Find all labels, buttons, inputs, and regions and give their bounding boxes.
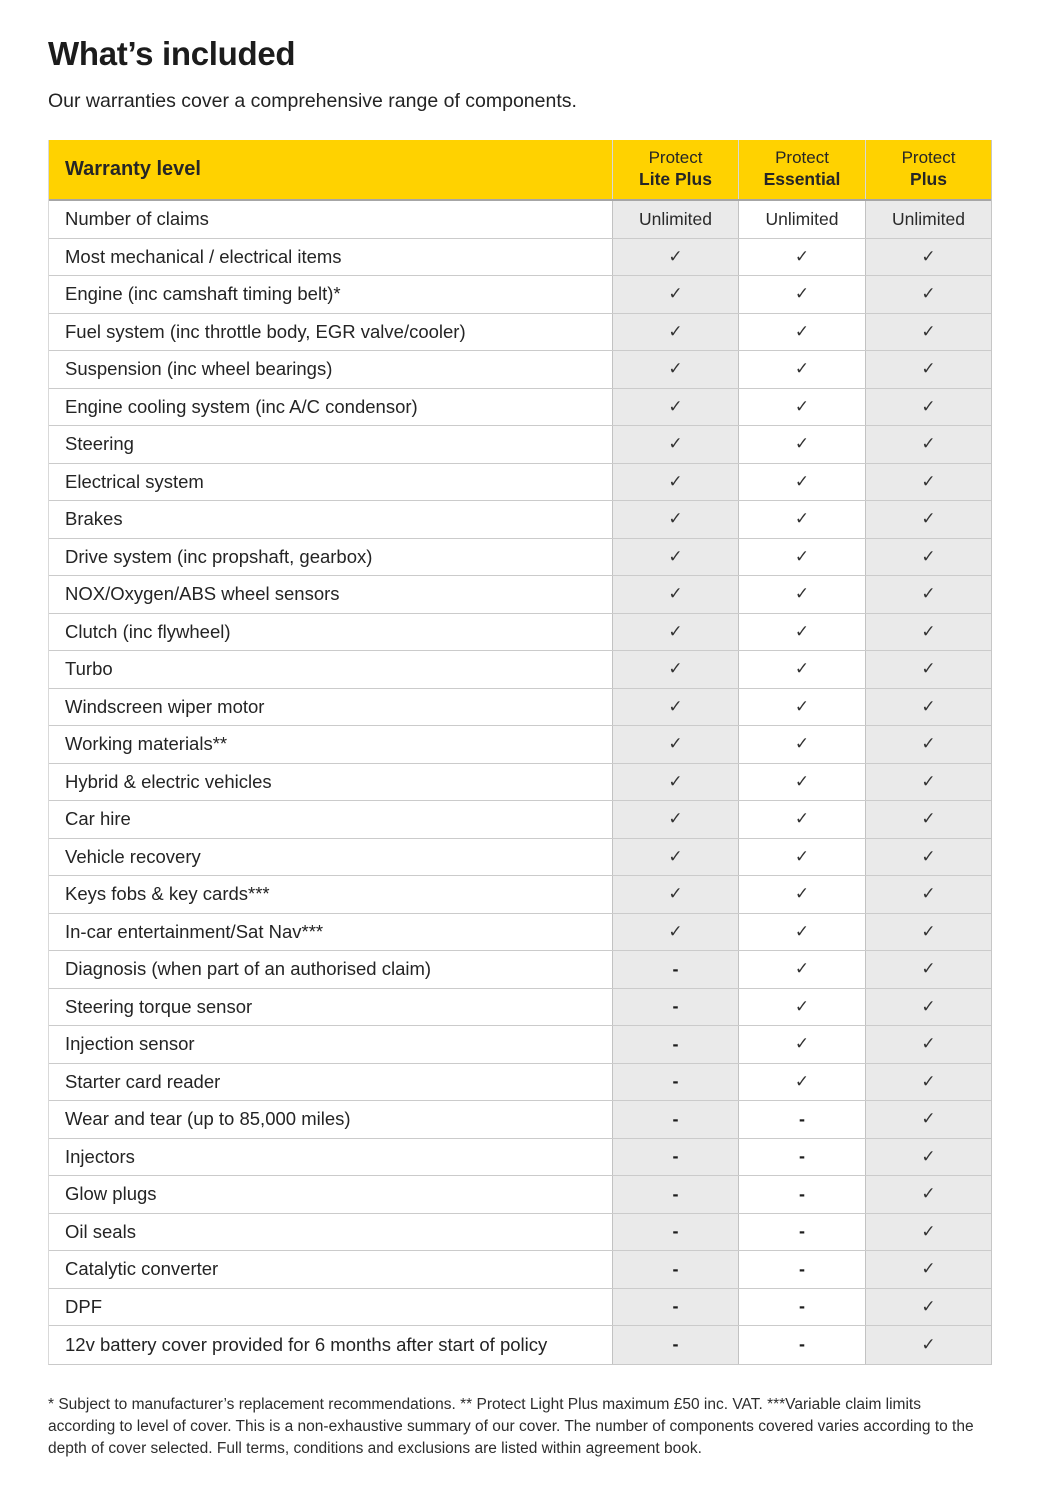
- row-label: Injectors: [49, 1139, 612, 1176]
- table-row: [49, 1251, 991, 1289]
- coverage-cell: [738, 351, 865, 388]
- coverage-cell: [738, 1326, 865, 1364]
- coverage-cell: [612, 839, 738, 876]
- check-icon: ✓: [921, 359, 936, 379]
- coverage-cell: [738, 314, 865, 351]
- check-icon: ✓: [921, 1071, 936, 1091]
- coverage-cell: [612, 314, 738, 351]
- row-label: Starter card reader: [49, 1064, 612, 1101]
- page-subtitle: Our warranties cover a comprehensive range of components.: [48, 90, 577, 112]
- coverage-cell: [865, 201, 991, 238]
- row-label: DPF: [49, 1289, 612, 1326]
- table-row: [49, 1064, 991, 1102]
- coverage-cell: [738, 1251, 865, 1288]
- table-row: [49, 876, 991, 914]
- table-row: [49, 351, 991, 389]
- dash-icon: -: [799, 1258, 805, 1279]
- table-row: [49, 539, 991, 577]
- coverage-cell: [865, 726, 991, 763]
- dash-icon: -: [799, 1296, 805, 1317]
- coverage-cell: [865, 989, 991, 1026]
- table-row: [49, 726, 991, 764]
- check-icon: ✓: [794, 846, 810, 866]
- coverage-cell: [865, 239, 991, 276]
- check-icon: ✓: [921, 471, 936, 491]
- table-row: [49, 426, 991, 464]
- coverage-cell: [612, 201, 738, 238]
- coverage-cell: [865, 764, 991, 801]
- table-row: [49, 989, 991, 1027]
- table-row: [49, 1101, 991, 1139]
- coverage-cell: [612, 1214, 738, 1251]
- check-icon: ✓: [794, 1034, 810, 1054]
- coverage-cell: [738, 276, 865, 313]
- table-row: [49, 501, 991, 539]
- coverage-cell: [612, 501, 738, 538]
- check-icon: ✓: [794, 771, 810, 791]
- row-label: Steering: [49, 426, 612, 463]
- coverage-cell: [612, 951, 738, 988]
- table-row: [49, 389, 991, 427]
- coverage-cell: [738, 726, 865, 763]
- coverage-cell: [865, 464, 991, 501]
- coverage-cell: [865, 1026, 991, 1063]
- check-icon: ✓: [668, 696, 683, 716]
- check-icon: ✓: [794, 734, 810, 754]
- check-icon: ✓: [921, 1109, 936, 1129]
- coverage-cell: [865, 501, 991, 538]
- coverage-cell: [865, 314, 991, 351]
- table-row: [49, 1214, 991, 1252]
- check-icon: ✓: [794, 696, 810, 716]
- row-label: Glow plugs: [49, 1176, 612, 1213]
- check-icon: ✓: [794, 1071, 810, 1091]
- coverage-text: Unlimited: [892, 208, 965, 229]
- coverage-cell: [738, 1139, 865, 1176]
- coverage-cell: [738, 1064, 865, 1101]
- row-label: Oil seals: [49, 1214, 612, 1251]
- table-header-warranty-level: Warranty level: [65, 158, 201, 180]
- warranty-comparison-table: [48, 140, 992, 1365]
- check-icon: ✓: [921, 1221, 936, 1241]
- row-label: In-car entertainment/Sat Nav***: [49, 914, 612, 951]
- check-icon: ✓: [794, 959, 810, 979]
- check-icon: ✓: [668, 734, 683, 754]
- coverage-cell: [612, 876, 738, 913]
- table-row: [49, 764, 991, 802]
- coverage-cell: [612, 614, 738, 651]
- coverage-cell: [865, 1139, 991, 1176]
- coverage-cell: [865, 876, 991, 913]
- footnote-text: * Subject to manufacturer’s replacement recommendations. ** Protect Light Plus maximum £50 inc. VAT. ***Variable claim limits according to level of cover. This is a non-exhaustive summary of our cover. The number of components covered varies according to the depth of cover selected. Full terms, conditions and exclusions are listed within agreement book.: [48, 1395, 974, 1457]
- coverage-cell: [612, 239, 738, 276]
- row-label: Keys fobs & key cards***: [49, 876, 612, 913]
- coverage-cell: [865, 651, 991, 688]
- check-icon: ✓: [921, 696, 936, 716]
- dash-icon: -: [672, 958, 679, 979]
- dash-icon: -: [672, 1296, 679, 1317]
- row-label: Vehicle recovery: [49, 839, 612, 876]
- coverage-cell: [738, 1026, 865, 1063]
- table-row: [49, 576, 991, 614]
- coverage-cell: [738, 239, 865, 276]
- warranty-table-body: [49, 201, 991, 1364]
- check-icon: ✓: [794, 546, 810, 566]
- coverage-cell: [612, 801, 738, 838]
- row-label: Wear and tear (up to 85,000 miles): [49, 1101, 612, 1138]
- coverage-cell: [612, 1251, 738, 1288]
- coverage-cell: [738, 389, 865, 426]
- coverage-cell: [612, 389, 738, 426]
- dash-icon: -: [799, 1108, 805, 1129]
- check-icon: ✓: [794, 509, 810, 529]
- dash-icon: -: [672, 1033, 679, 1054]
- check-icon: ✓: [921, 284, 936, 304]
- coverage-cell: [612, 464, 738, 501]
- coverage-cell: [738, 614, 865, 651]
- check-icon: ✓: [921, 734, 936, 754]
- table-row: [49, 239, 991, 277]
- coverage-cell: [612, 651, 738, 688]
- dash-icon: -: [672, 1334, 679, 1355]
- check-icon: ✓: [921, 771, 936, 791]
- coverage-cell: [612, 689, 738, 726]
- check-icon: ✓: [794, 809, 810, 829]
- check-icon: ✓: [921, 884, 936, 904]
- coverage-text: Unlimited: [765, 208, 839, 229]
- check-icon: ✓: [921, 809, 936, 829]
- check-icon: ✓: [921, 846, 936, 866]
- check-icon: ✓: [668, 321, 683, 341]
- dash-icon: -: [672, 1258, 679, 1279]
- dash-icon: -: [672, 996, 679, 1017]
- coverage-cell: [865, 1326, 991, 1364]
- coverage-cell: [738, 1101, 865, 1138]
- coverage-cell: [865, 801, 991, 838]
- coverage-cell: [738, 501, 865, 538]
- check-icon: ✓: [921, 921, 936, 941]
- column-tier-line: Plus: [910, 169, 947, 190]
- row-label: Working materials**: [49, 726, 612, 763]
- coverage-cell: [865, 1176, 991, 1213]
- check-icon: ✓: [668, 546, 683, 566]
- column-brand-line: Protect: [901, 148, 956, 168]
- check-icon: ✓: [668, 921, 683, 941]
- check-icon: ✓: [921, 1334, 936, 1354]
- coverage-cell: [612, 764, 738, 801]
- table-row: [49, 1139, 991, 1177]
- coverage-cell: [612, 989, 738, 1026]
- table-header-protect-essential: [738, 140, 865, 199]
- check-icon: ✓: [921, 396, 936, 416]
- coverage-cell: [738, 539, 865, 576]
- check-icon: ✓: [668, 396, 683, 416]
- table-row: [49, 801, 991, 839]
- row-label: Brakes: [49, 501, 612, 538]
- coverage-cell: [612, 1326, 738, 1364]
- table-row: [49, 276, 991, 314]
- check-icon: ✓: [794, 246, 810, 266]
- check-icon: ✓: [921, 1184, 936, 1204]
- check-icon: ✓: [668, 471, 683, 491]
- coverage-cell: [865, 614, 991, 651]
- check-icon: ✓: [921, 996, 936, 1016]
- dash-icon: -: [672, 1071, 679, 1092]
- check-icon: ✓: [668, 359, 683, 379]
- check-icon: ✓: [794, 284, 810, 304]
- row-label: Most mechanical / electrical items: [49, 239, 612, 276]
- coverage-cell: [738, 689, 865, 726]
- coverage-cell: [612, 1289, 738, 1326]
- coverage-cell: [738, 801, 865, 838]
- check-icon: ✓: [668, 621, 683, 641]
- check-icon: ✓: [794, 996, 810, 1016]
- row-label: Injection sensor: [49, 1026, 612, 1063]
- check-icon: ✓: [794, 921, 810, 941]
- check-icon: ✓: [668, 246, 683, 266]
- coverage-cell: [865, 389, 991, 426]
- coverage-cell: [612, 1101, 738, 1138]
- coverage-cell: [865, 1101, 991, 1138]
- check-icon: ✓: [921, 246, 936, 266]
- check-icon: ✓: [921, 546, 936, 566]
- check-icon: ✓: [921, 959, 936, 979]
- coverage-cell: [612, 914, 738, 951]
- coverage-cell: [865, 426, 991, 463]
- row-label: Diagnosis (when part of an authorised claim): [49, 951, 612, 988]
- coverage-cell: [738, 1176, 865, 1213]
- row-label: Catalytic converter: [49, 1251, 612, 1288]
- column-brand-line: Protect: [775, 148, 829, 168]
- row-label: Turbo: [49, 651, 612, 688]
- check-icon: ✓: [794, 321, 810, 341]
- dash-icon: -: [799, 1334, 805, 1355]
- coverage-cell: [612, 276, 738, 313]
- check-icon: ✓: [921, 659, 936, 679]
- check-icon: ✓: [668, 509, 683, 529]
- coverage-cell: [865, 951, 991, 988]
- check-icon: ✓: [668, 434, 683, 454]
- row-label: Car hire: [49, 801, 612, 838]
- table-row: [49, 314, 991, 352]
- column-brand-line: Protect: [648, 148, 703, 168]
- check-icon: ✓: [921, 321, 936, 341]
- row-label: Drive system (inc propshaft, gearbox): [49, 539, 612, 576]
- check-icon: ✓: [921, 434, 936, 454]
- row-label: 12v battery cover provided for 6 months after start of policy: [49, 1326, 612, 1364]
- table-row: [49, 1026, 991, 1064]
- row-label: Electrical system: [49, 464, 612, 501]
- check-icon: ✓: [921, 621, 936, 641]
- check-icon: ✓: [794, 434, 810, 454]
- coverage-cell: [865, 351, 991, 388]
- coverage-cell: [612, 351, 738, 388]
- coverage-cell: [738, 201, 865, 238]
- row-label: Engine (inc camshaft timing belt)*: [49, 276, 612, 313]
- table-row: [49, 201, 991, 239]
- check-icon: ✓: [794, 471, 810, 491]
- table-row: [49, 1326, 991, 1364]
- dash-icon: -: [799, 1221, 805, 1242]
- coverage-cell: [612, 576, 738, 613]
- check-icon: ✓: [921, 509, 936, 529]
- row-label: Engine cooling system (inc A/C condensor): [49, 389, 612, 426]
- coverage-cell: [865, 1214, 991, 1251]
- row-label: Clutch (inc flywheel): [49, 614, 612, 651]
- row-label: Fuel system (inc throttle body, EGR valve/cooler): [49, 314, 612, 351]
- coverage-cell: [612, 1064, 738, 1101]
- table-row: [49, 914, 991, 952]
- coverage-cell: [738, 839, 865, 876]
- check-icon: ✓: [668, 884, 683, 904]
- check-icon: ✓: [921, 1296, 936, 1316]
- table-header-row: [49, 140, 991, 201]
- row-label: Suspension (inc wheel bearings): [49, 351, 612, 388]
- dash-icon: -: [672, 1146, 679, 1167]
- check-icon: ✓: [921, 584, 936, 604]
- coverage-cell: [738, 464, 865, 501]
- coverage-cell: [738, 426, 865, 463]
- check-icon: ✓: [794, 884, 810, 904]
- coverage-cell: [738, 651, 865, 688]
- row-label: NOX/Oxygen/ABS wheel sensors: [49, 576, 612, 613]
- column-tier-line: Lite Plus: [639, 169, 712, 190]
- row-label: Windscreen wiper motor: [49, 689, 612, 726]
- coverage-cell: [738, 989, 865, 1026]
- coverage-cell: [738, 1214, 865, 1251]
- coverage-cell: [612, 726, 738, 763]
- coverage-cell: [738, 914, 865, 951]
- check-icon: ✓: [668, 584, 683, 604]
- dash-icon: -: [799, 1146, 805, 1167]
- table-row: [49, 464, 991, 502]
- table-row: [49, 651, 991, 689]
- check-icon: ✓: [668, 846, 683, 866]
- coverage-cell: [738, 951, 865, 988]
- table-header-protect-lite-plus: [612, 140, 738, 199]
- dash-icon: -: [672, 1108, 679, 1129]
- row-label: Number of claims: [49, 201, 612, 238]
- coverage-cell: [612, 539, 738, 576]
- dash-icon: -: [799, 1183, 805, 1204]
- coverage-cell: [865, 914, 991, 951]
- coverage-cell: [738, 576, 865, 613]
- coverage-cell: [738, 1289, 865, 1326]
- check-icon: ✓: [668, 809, 683, 829]
- check-icon: ✓: [668, 284, 683, 304]
- coverage-cell: [865, 576, 991, 613]
- check-icon: ✓: [794, 621, 810, 641]
- column-tier-line: Essential: [763, 169, 841, 190]
- check-icon: ✓: [921, 1034, 936, 1054]
- check-icon: ✓: [921, 1146, 936, 1166]
- table-row: [49, 951, 991, 989]
- check-icon: ✓: [668, 771, 683, 791]
- dash-icon: -: [672, 1183, 679, 1204]
- check-icon: ✓: [794, 584, 810, 604]
- row-label: Steering torque sensor: [49, 989, 612, 1026]
- coverage-cell: [612, 1026, 738, 1063]
- check-icon: ✓: [668, 659, 683, 679]
- coverage-cell: [612, 1176, 738, 1213]
- table-row: [49, 1289, 991, 1327]
- coverage-cell: [865, 1289, 991, 1326]
- coverage-cell: [612, 1139, 738, 1176]
- check-icon: ✓: [794, 659, 810, 679]
- coverage-cell: [865, 276, 991, 313]
- table-header-protect-plus: [865, 140, 991, 199]
- coverage-cell: [865, 1064, 991, 1101]
- table-row: [49, 1176, 991, 1214]
- table-row: [49, 839, 991, 877]
- coverage-cell: [865, 539, 991, 576]
- coverage-text: Unlimited: [639, 208, 712, 229]
- page-title: What’s included: [48, 35, 296, 72]
- row-label: Hybrid & electric vehicles: [49, 764, 612, 801]
- coverage-cell: [738, 764, 865, 801]
- coverage-cell: [612, 426, 738, 463]
- coverage-cell: [865, 1251, 991, 1288]
- table-row: [49, 614, 991, 652]
- check-icon: ✓: [794, 396, 810, 416]
- check-icon: ✓: [921, 1259, 936, 1279]
- table-row: [49, 689, 991, 727]
- coverage-cell: [865, 689, 991, 726]
- check-icon: ✓: [794, 359, 810, 379]
- coverage-cell: [865, 839, 991, 876]
- dash-icon: -: [672, 1221, 679, 1242]
- coverage-cell: [738, 876, 865, 913]
